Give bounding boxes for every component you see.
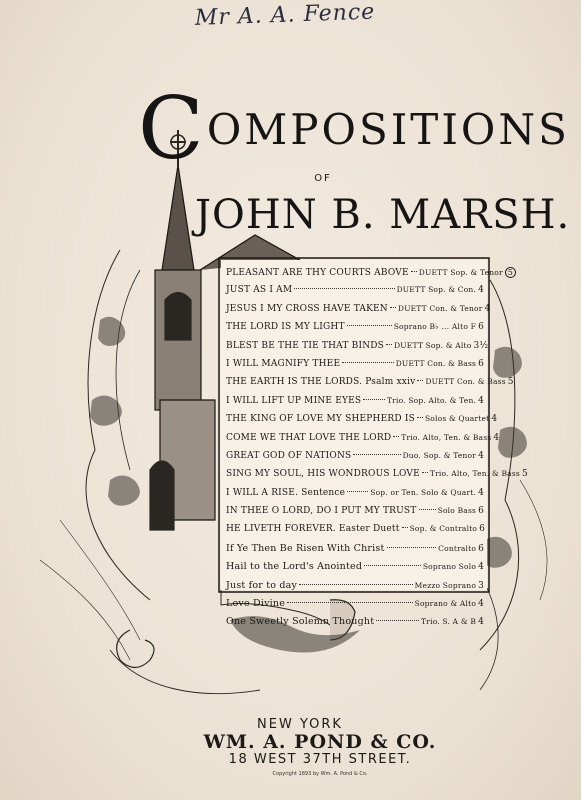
song-title: BLEST BE THE TIE THAT BINDS xyxy=(226,340,385,351)
dot-leader xyxy=(294,288,394,289)
song-price: 6 xyxy=(478,506,484,517)
song-title: Hail to the Lord's Anointed xyxy=(226,561,363,573)
song-title: I WILL LIFT UP MINE EYES xyxy=(226,395,362,406)
song-voicing: DUETT Con. & Bass xyxy=(425,377,506,387)
song-price: 4 xyxy=(478,562,484,573)
song-voicing: Contralto xyxy=(438,543,477,553)
song-entry xyxy=(226,488,484,506)
song-title: SING MY SOUL, HIS WONDROUS LOVE xyxy=(226,469,420,480)
copyright-notice: Copyright 1893 by Wm. A. Pond & Co. xyxy=(272,771,368,777)
song-voicing: Soprano B♭ ... Alto F xyxy=(393,322,477,332)
song-title: COME WE THAT LOVE THE LORD xyxy=(226,432,392,443)
dot-leader xyxy=(353,454,400,455)
publisher-address: 18 WEST 37TH STREET. xyxy=(228,752,412,767)
song-entry xyxy=(226,524,484,542)
dot-leader xyxy=(363,399,385,400)
dot-leader xyxy=(364,565,421,566)
song-voicing: DUETT Sop. & Alto xyxy=(394,340,472,350)
song-entry xyxy=(226,469,528,487)
dot-leader xyxy=(422,472,428,473)
foliage-left xyxy=(86,250,150,600)
song-entry xyxy=(226,451,484,469)
song-price: 4 xyxy=(491,414,498,425)
song-list xyxy=(226,267,528,635)
song-entry xyxy=(226,598,484,616)
song-price: 6 xyxy=(478,322,484,333)
dot-leader xyxy=(390,307,396,308)
dot-leader xyxy=(417,380,423,381)
song-title: THE LORD IS MY LIGHT xyxy=(226,322,345,333)
song-entry xyxy=(226,377,514,395)
song-entry xyxy=(226,616,484,634)
song-voicing: DUETT Sop. & Con. xyxy=(396,285,477,295)
song-entry xyxy=(226,506,484,524)
song-title: IN THEE O LORD, DO I PUT MY TRUST xyxy=(226,506,417,517)
publisher-city: NEW YORK xyxy=(257,717,343,732)
song-entry xyxy=(226,322,484,340)
song-title: One Sweetly Solemn Thought xyxy=(226,616,375,628)
song-entry xyxy=(226,580,484,598)
song-price: 4 xyxy=(478,450,484,461)
song-price: 6 xyxy=(478,543,484,554)
dot-leader xyxy=(376,620,419,621)
song-entry xyxy=(226,267,514,285)
song-price: 5 xyxy=(507,377,514,388)
song-entry xyxy=(226,285,484,303)
song-title: If Ye Then Be Risen With Christ xyxy=(226,542,385,554)
song-title: I WILL A RISE. Sentence xyxy=(226,487,346,498)
song-entry xyxy=(226,414,498,432)
dot-leader xyxy=(386,344,392,345)
song-price: 4 xyxy=(478,285,484,296)
song-entry xyxy=(226,432,500,451)
song-voicing: Trio. Sop. Alto. & Ten. xyxy=(386,395,477,405)
song-price: 6 xyxy=(479,524,486,535)
dot-leader xyxy=(347,491,368,492)
publisher-name: WM. A. POND & CO. xyxy=(203,731,437,753)
song-voicing: DUETT Con. & Tenor xyxy=(397,303,483,313)
song-voicing: Solo Bass xyxy=(437,506,477,516)
song-title: GREAT GOD OF NATIONS xyxy=(226,450,352,461)
song-voicing: Trio. S. A & B xyxy=(421,617,477,627)
song-title: HE LIVETH FOREVER. Easter Duett xyxy=(226,524,400,535)
song-voicing: Soprano & Alto xyxy=(414,599,477,609)
song-voicing: Duo. Sop. & Tenor xyxy=(402,450,477,460)
song-voicing: Sop. or Ten. Solo & Quart. xyxy=(370,487,477,497)
subtitle-of: OF xyxy=(314,173,332,184)
song-entry xyxy=(226,303,491,322)
song-title: Just for to day xyxy=(226,579,298,591)
dot-leader xyxy=(402,527,408,528)
title-initial: C xyxy=(138,79,207,179)
song-voicing: Solos & Quartet xyxy=(424,414,490,424)
song-price: 3 xyxy=(478,580,484,591)
song-price: 6 xyxy=(478,358,484,369)
dot-leader xyxy=(342,362,394,363)
dot-leader xyxy=(393,436,399,437)
song-price: 3½ xyxy=(473,340,489,351)
song-voicing: Trio. Alto, Ten. & Bass xyxy=(429,469,520,479)
song-price: 4 xyxy=(493,432,500,443)
song-title: JUST AS I AM xyxy=(226,285,293,296)
song-price: 4 xyxy=(478,395,484,406)
song-entry xyxy=(226,359,484,377)
song-title: JESUS I MY CROSS HAVE TAKEN xyxy=(226,303,388,314)
song-price: 4 xyxy=(478,599,484,610)
song-entry xyxy=(226,561,484,579)
song-voicing: Sop. & Contralto xyxy=(409,524,478,534)
dot-leader xyxy=(347,325,392,326)
dot-leader xyxy=(387,547,437,548)
song-voicing: Mezzo Soprano xyxy=(414,580,477,590)
song-title: Love Divine xyxy=(226,598,286,610)
song-entry xyxy=(226,543,484,561)
song-voicing: DUETT Con. & Bass xyxy=(395,358,477,368)
title-rest: OMPOSITIONS xyxy=(206,105,570,154)
handwritten-signature: Mr A. A. Fence xyxy=(194,0,376,31)
song-price: 5 xyxy=(521,469,528,480)
song-entry xyxy=(226,340,489,359)
song-title: PLEASANT ARE THY COURTS ABOVE xyxy=(226,268,409,278)
dot-leader xyxy=(287,602,413,603)
song-title: THE EARTH IS THE LORDS. Psalm xxiv xyxy=(226,377,416,388)
composer-name: JOHN B. MARSH. xyxy=(195,192,571,238)
song-price: 4 xyxy=(478,487,484,498)
song-title: I WILL MAGNIFY THEE xyxy=(226,358,341,369)
dot-leader xyxy=(417,417,423,418)
song-title: THE KING OF LOVE MY SHEPHERD IS xyxy=(226,414,415,425)
song-voicing: DUETT Sop. & Tenor xyxy=(418,268,503,277)
song-entry xyxy=(226,396,484,414)
song-voicing: Trio. Alto, Ten. & Bass xyxy=(401,432,492,442)
dot-leader xyxy=(299,584,413,585)
song-price: 4 xyxy=(478,617,484,628)
song-price: 5 xyxy=(505,267,516,278)
dot-leader xyxy=(419,509,436,510)
song-voicing: Soprano Solo xyxy=(422,562,477,572)
dot-leader xyxy=(411,271,417,272)
song-price: 4 xyxy=(484,303,491,314)
